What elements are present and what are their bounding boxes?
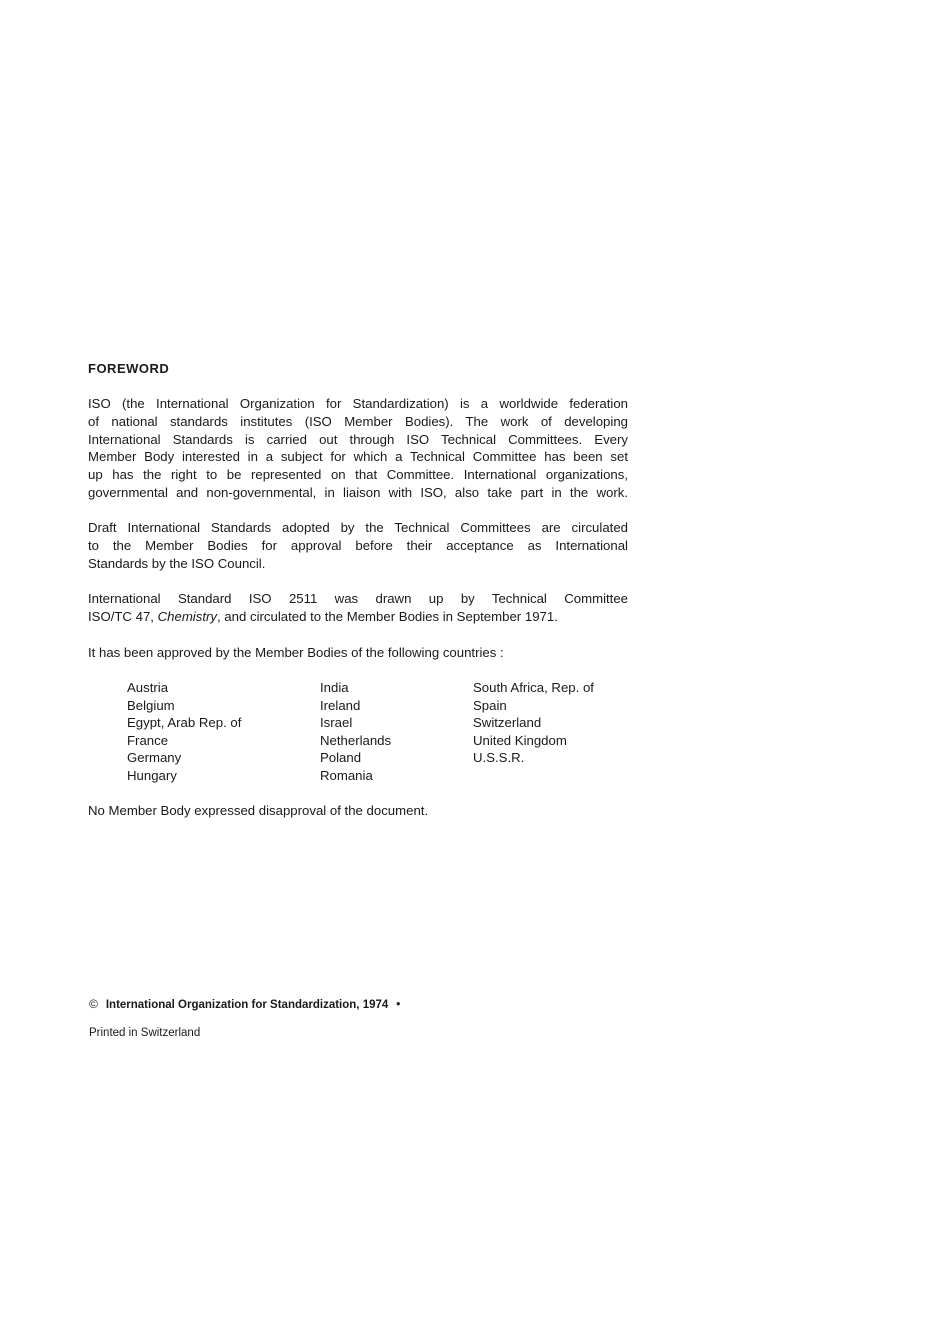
text-line: It has been approved by the Member Bodies of the following countries : [88,645,504,660]
printed-location: Printed in Switzerland [89,1027,201,1039]
country-column-1 [127,679,241,785]
text-line: governmental and non-governmental, in liaison with ISO, also take part in the work. [88,484,628,500]
copyright-notice [89,997,400,1011]
country-item: Egypt, Arab Rep. of [127,715,242,731]
country-item: Germany [127,750,182,766]
text-line: Standards by the ISO Council. [88,555,266,571]
country-item: France [127,732,169,748]
text-line: Member Body interested in a subject for which a Technical Committee has been set [88,449,628,465]
text-line: ISO (the International Organization for Standardization) is a worldwide federation [88,396,628,411]
country-item: Spain [473,697,507,713]
text-line [88,608,628,626]
country-item: U.S.S.R. [473,750,525,766]
country-item: Hungary [127,767,177,783]
text-line: to the Member Bodies for approval before their acceptance as International [88,537,628,553]
country-item: Poland [320,750,362,766]
paragraph-iso-intro [88,395,628,502]
copyright-text: International Organization for Standardization, 1974 [105,999,389,1011]
text-line: of national standards institutes (ISO Member Bodies). The work of developing [88,413,628,429]
text-line: International Standard ISO 2511 was drawn up by Technical Committee [88,591,628,606]
paragraph-no-disapproval [88,802,628,820]
country-item: Austria [127,680,169,695]
country-item: India [320,680,349,695]
text-line: up has the right to be represented on that Committee. International organizations, [88,467,628,483]
country-item: Ireland [320,697,361,713]
country-column-3 [473,679,594,767]
paragraph-standard-origin [88,590,628,626]
committee-ref: ISO/TC 47, [88,608,158,624]
country-item: Romania [320,767,373,783]
paragraph-draft-standards [88,519,628,572]
country-column-2 [320,679,391,785]
country-item: Netherlands [320,732,392,748]
country-item: South Africa, Rep. of [473,680,594,695]
copyright-icon: © [89,997,98,1011]
country-item: Belgium [127,697,175,713]
text-line: No Member Body expressed disapproval of the document. [88,803,429,818]
bullet-icon: • [396,999,401,1011]
text-line: International Standards is carried out through ISO Technical Committees. Every [88,431,628,447]
committee-subject: Chemistry [157,608,217,624]
paragraph-approval [88,644,628,662]
circulation-note: , and circulated to the Member Bodies in September 1971. [216,608,558,624]
country-item: United Kingdom [473,732,567,748]
country-item: Switzerland [473,715,542,731]
foreword-heading: FOREWORD [88,361,170,376]
text-line: Draft International Standards adopted by the Technical Committees are circulated [88,520,628,535]
country-item: Israel [320,715,353,731]
